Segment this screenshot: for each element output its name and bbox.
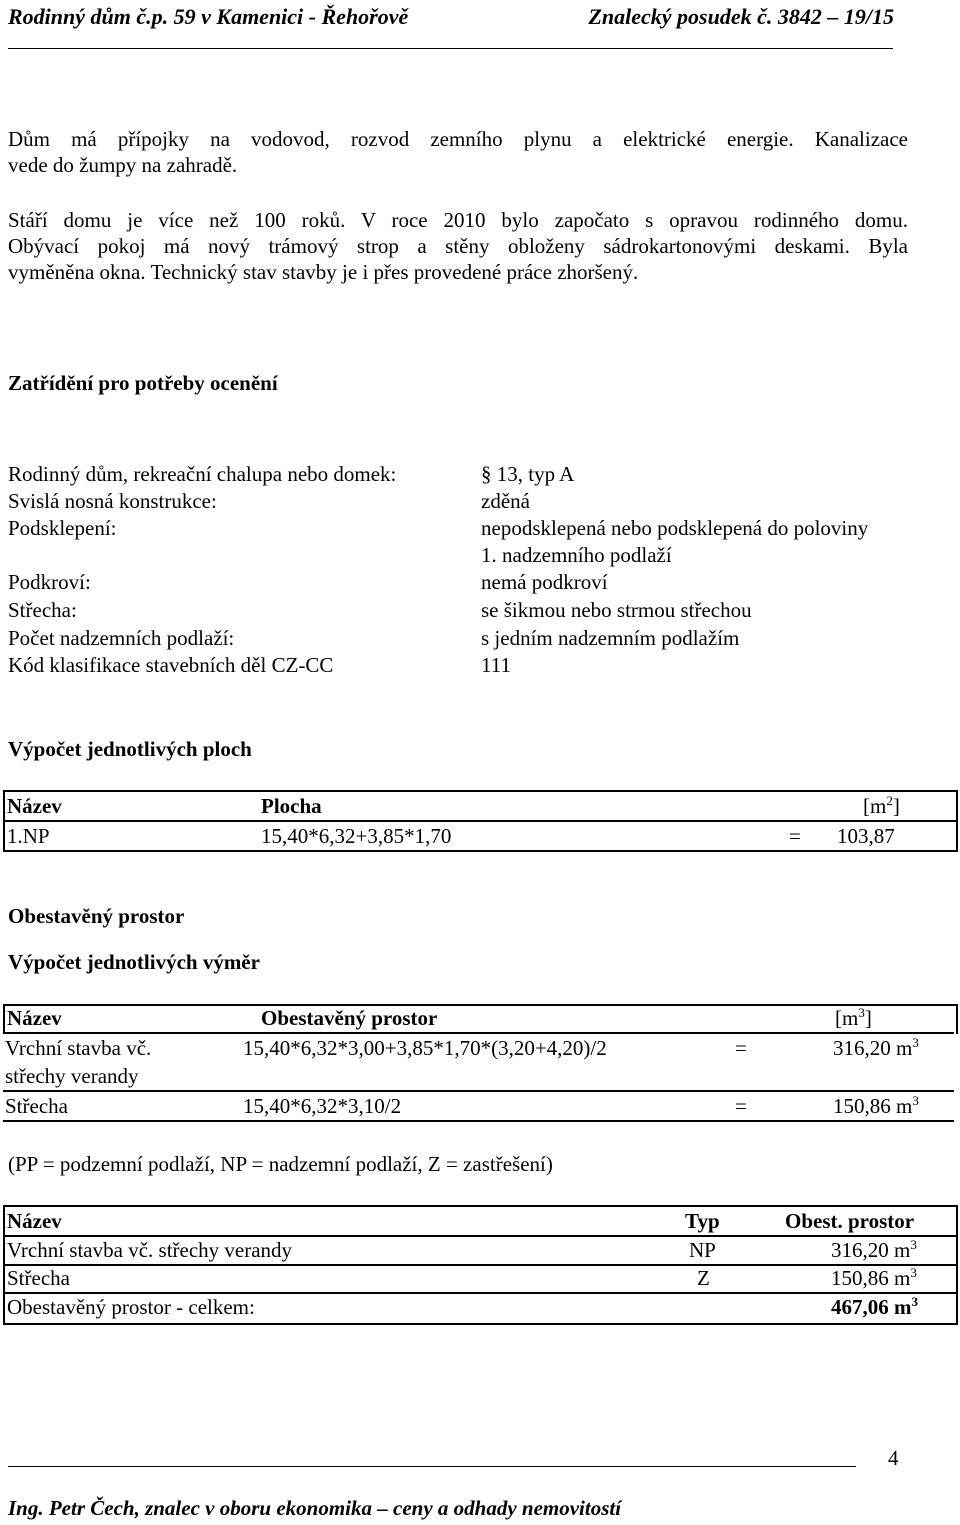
areas-table bbox=[3, 790, 958, 852]
table-divider bbox=[3, 1090, 954, 1092]
built-equals: = bbox=[735, 1036, 747, 1060]
page-number: 4 bbox=[888, 1446, 899, 1470]
column-header-unit: $[m^3]$ bbox=[835, 1005, 872, 1030]
built-equals: = bbox=[735, 1094, 747, 1118]
built-table bbox=[3, 1004, 954, 1122]
legend-text: (PP = podzemní podlaží, NP = nadzemní podlaží, Z = zastřešení) bbox=[8, 1152, 553, 1176]
column-header-area: Plocha bbox=[261, 794, 322, 818]
summary-total-value: 467,06 $m^3$ bbox=[831, 1294, 918, 1319]
classification-heading: Zatřídění pro potřeby ocenění bbox=[8, 371, 278, 395]
summary-table bbox=[3, 1205, 958, 1325]
areas-heading: Výpočet jednotlivých ploch bbox=[8, 737, 252, 761]
header-right: Znalecký posudek č. 3842 – 19/15 bbox=[588, 4, 894, 29]
table-divider bbox=[3, 1120, 954, 1122]
table-divider bbox=[5, 1235, 956, 1237]
summary-type: NP bbox=[689, 1238, 716, 1262]
column-header-space: Obestavěný prostor bbox=[261, 1006, 438, 1030]
footer-author: Ing. Petr Čech, znalec v oboru ekonomika – ceny a odhady nemovitostí bbox=[8, 1496, 622, 1520]
header-left: Rodinný dům č.p. 59 v Kamenici - Řehořově bbox=[8, 4, 409, 29]
column-header-name: Název bbox=[7, 794, 62, 818]
table-divider bbox=[5, 820, 956, 822]
classification-value: s jedním nadzemním podlažím bbox=[481, 626, 740, 650]
classification-label: Svislá nosná konstrukce: bbox=[8, 489, 217, 513]
column-header-type: Typ bbox=[685, 1209, 720, 1233]
built-table-header-frame bbox=[3, 1004, 958, 1034]
classification-value: 1. nadzemního podlaží bbox=[481, 543, 672, 567]
summary-value: 316,20 $m^3$ bbox=[831, 1237, 917, 1262]
summary-total-label: Obestavěný prostor - celkem: bbox=[7, 1295, 255, 1319]
header-rule bbox=[8, 48, 893, 49]
area-equals: = bbox=[789, 824, 801, 848]
classification-value: se šikmou nebo strmou střechou bbox=[481, 598, 752, 622]
classification-label: Střecha: bbox=[8, 598, 77, 622]
column-header-name: Název bbox=[7, 1006, 62, 1030]
area-value: 103,87 bbox=[837, 824, 895, 848]
classification-value: § 13, typ A bbox=[481, 462, 575, 486]
summary-name: Střecha bbox=[7, 1266, 70, 1290]
text-line: Obývací pokoj má nový trámový strop a stěny obloženy sádrokartonovými deskami. Byla bbox=[8, 234, 908, 258]
classification-value: nepodsklepená nebo podsklepená do poloviny bbox=[481, 516, 869, 540]
classification-label: Rodinný dům, rekreační chalupa nebo domek: bbox=[8, 462, 397, 486]
classification-label: Podsklepení: bbox=[8, 516, 117, 540]
summary-type: Z bbox=[697, 1266, 710, 1290]
classification-label: Podkroví: bbox=[8, 570, 91, 594]
area-name: 1.NP bbox=[7, 824, 50, 848]
text-line: Stáří domu je více než 100 roků. V roce 2010 bylo započato s opravou rodinného domu. bbox=[8, 208, 908, 232]
table-divider bbox=[5, 1292, 956, 1294]
column-header-space: Obest. prostor bbox=[785, 1209, 915, 1233]
built-subheading: Výpočet jednotlivých výměr bbox=[8, 950, 260, 974]
text-line: vede do žumpy na zahradě. bbox=[8, 153, 238, 177]
built-name: střechy verandy bbox=[5, 1064, 139, 1088]
paragraph-age bbox=[8, 207, 908, 285]
table-divider bbox=[5, 1264, 956, 1266]
footer-rule bbox=[8, 1466, 856, 1467]
paragraph-utilities bbox=[8, 126, 908, 178]
column-header-unit: $[m^2]$ bbox=[863, 793, 900, 818]
built-value: 150,86 $m^3$ bbox=[833, 1093, 919, 1118]
text-line: Dům má přípojky na vodovod, rozvod zemního plynu a elektrické energie. Kanalizace bbox=[8, 127, 908, 151]
built-formula: 15,40*6,32*3,00+3,85*1,70*(3,20+4,20)/2 bbox=[243, 1036, 607, 1060]
classification-label: Kód klasifikace stavebních děl CZ-CC bbox=[8, 653, 334, 677]
classification-value: nemá podkroví bbox=[481, 570, 608, 594]
classification-value: 111 bbox=[481, 653, 511, 677]
text-line: vyměněna okna. Technický stav stavby je i přes provedené práce zhoršený. bbox=[8, 260, 639, 284]
classification-label: Počet nadzemních podlaží: bbox=[8, 626, 235, 650]
summary-value: 150,86 $m^3$ bbox=[831, 1265, 917, 1290]
summary-name: Vrchní stavba vč. střechy verandy bbox=[7, 1238, 293, 1262]
built-name: Vrchní stavba vč. bbox=[5, 1036, 152, 1060]
area-formula: 15,40*6,32+3,85*1,70 bbox=[261, 824, 452, 848]
column-header-name: Název bbox=[7, 1209, 62, 1233]
table-divider bbox=[3, 1032, 954, 1034]
classification-value: zděná bbox=[481, 489, 530, 513]
built-value: 316,20 $m^3$ bbox=[833, 1035, 919, 1060]
built-formula: 15,40*6,32*3,10/2 bbox=[243, 1094, 402, 1118]
built-name: Střecha bbox=[5, 1094, 68, 1118]
built-heading: Obestavěný prostor bbox=[8, 904, 185, 928]
